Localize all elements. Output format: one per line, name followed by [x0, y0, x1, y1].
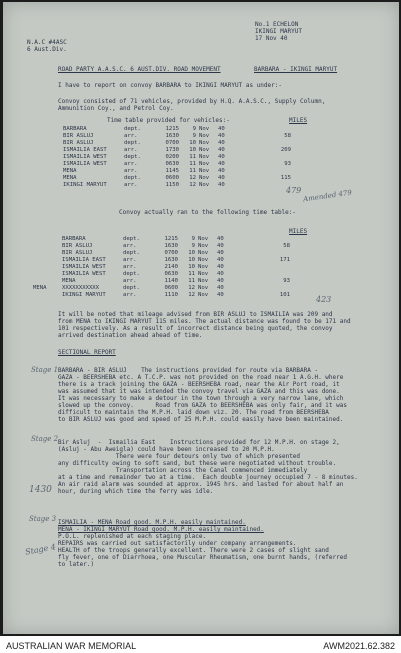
margin-note-stage-3: Stage 3 [29, 515, 57, 523]
row-month: Nov [199, 175, 210, 181]
row-time: 1110 [164, 292, 178, 298]
timetable-row [63, 161, 294, 168]
row-miles: 93 [283, 278, 290, 284]
row-time: 1215 [164, 236, 178, 242]
row-place: MENA [63, 175, 77, 181]
row-place: MENA [62, 278, 76, 284]
row-time: 1145 [165, 168, 179, 174]
barbara-paragraph-line: BARBARA - BIR ASLUJ The instructions provided for route via BARBARA - [58, 367, 319, 374]
row-year: 40 [218, 161, 225, 167]
row-day: 11 [189, 168, 196, 174]
row-place: ISMAILIA WEST [63, 154, 107, 160]
row-miles [270, 236, 293, 243]
row-time: 1630 [164, 257, 178, 263]
handwritten-total-1: 479 [286, 186, 302, 195]
row-miles: 101 [279, 292, 290, 298]
row-place: BIR ASLUJ [62, 250, 93, 256]
row-day: 11 [189, 154, 196, 160]
final-note-line: fly fever, one of Diarrhoea, one Muscular Rheumatism, one burnt hands, (referred [58, 554, 347, 561]
row-day: 10 [188, 257, 195, 263]
timetable-row [33, 271, 293, 278]
handwritten-total-2: 423 [316, 295, 332, 304]
row-prefix [33, 250, 62, 257]
row-miles: 115 [280, 175, 291, 181]
document-page [3, 2, 399, 634]
row-year: 40 [217, 236, 224, 242]
row-prefix [33, 292, 62, 299]
bir-asluj-paragraph-line: at a time and remainder two at a time. Each double journey occupied 7 - 8 minutes. [58, 474, 358, 481]
timetable-2-caption: Convoy actually ran to the following time table:- [119, 209, 297, 216]
barbara-paragraph-line: slowed up the convoy. Road from GAZA to BEERSHEBA was only fair, and it was [58, 402, 347, 409]
row-month: Nov [199, 161, 210, 167]
archive-id: AWM2021.62.382 [323, 641, 395, 651]
timetable-1-caption: Time table provided for vehicles:- [107, 117, 230, 124]
ismailia-mena-line: ISMAILIA - MENA Road good. M.P.H. easily maintained. [58, 519, 246, 526]
row-year: 40 [217, 278, 224, 284]
row-day: 12 [188, 285, 195, 291]
row-place: IKINGI MARYUT [63, 182, 107, 188]
document-title: ROAD PARTY A.A.S.C. 6 AUST.DIV. ROAD MOVEMENT [58, 66, 221, 73]
document-title-route: BARBARA - IKINGI MARYUT [254, 66, 338, 73]
row-miles: 93 [284, 161, 291, 167]
bir-asluj-paragraph-line: An air raid alarm was sounded at approx. 1945 hrs. and lasted for about half an [58, 481, 344, 488]
row-miles [270, 264, 293, 271]
row-miles: 58 [284, 133, 291, 139]
header-date: 17 Nov 40 [255, 35, 288, 42]
final-note-line: HEALTH of the troops generally excellent. There were 2 cases of slight sand [58, 547, 329, 554]
row-year: 40 [218, 182, 225, 188]
row-mode: arr. [123, 243, 137, 249]
timetable-row [33, 285, 293, 292]
row-month: Nov [199, 140, 210, 146]
row-prefix [33, 264, 62, 271]
bir-asluj-paragraph-line: hour, during which time the ferry was idle. [58, 488, 214, 495]
row-month: Nov [199, 133, 210, 139]
timetable-row [33, 278, 293, 285]
row-place: XXXXXXXXXXX [62, 285, 100, 291]
row-mode: arr. [124, 182, 138, 188]
mileage-note-line: arrived destination ahead ahead of time. [58, 332, 203, 339]
margin-note-stage-1: Stage 1 [31, 366, 59, 374]
final-note-line: to later.) [58, 561, 95, 568]
timetable-row [63, 182, 294, 189]
row-day: 12 [189, 182, 196, 188]
barbara-paragraph [58, 367, 347, 423]
row-place: ISMAILIA WEST [62, 271, 106, 277]
row-prefix: MENA [33, 285, 47, 291]
row-mode: dept. [124, 140, 141, 146]
row-month: Nov [198, 264, 209, 270]
timetable-row [63, 140, 294, 147]
mileage-note-line: from MENA to IKINGI MARYUT 115 miles. The actual distance was found to be 171 and [58, 318, 351, 325]
row-mode: dept. [123, 271, 140, 277]
row-year: 40 [217, 271, 224, 277]
row-month: Nov [199, 154, 210, 160]
row-month: Nov [198, 236, 209, 242]
row-place: BARBARA [62, 236, 86, 242]
row-month: Nov [198, 271, 209, 277]
row-mode: dept. [123, 250, 140, 256]
row-year: 40 [217, 292, 224, 298]
row-place: ISMAILIA EAST [62, 257, 106, 263]
row-month: Nov [199, 147, 210, 153]
timetable-row [33, 236, 293, 243]
row-day: 10 [188, 264, 195, 270]
row-year: 40 [217, 257, 224, 263]
row-time: 0630 [164, 271, 178, 277]
mena-ikingi-line: MENA - IKINGI MARYUT Road good. M.P.H. easily maintained. [58, 526, 264, 533]
convoy-text-line-2: Ammunition Coy., and Petrol Coy. [58, 105, 174, 112]
row-mode: arr. [124, 147, 138, 153]
header-reference: N.A.C #4ASC [27, 39, 67, 46]
row-month: Nov [198, 285, 209, 291]
row-month: Nov [198, 292, 209, 298]
row-miles [270, 285, 293, 292]
row-year: 40 [218, 126, 225, 132]
row-month: Nov [199, 168, 210, 174]
row-miles: 171 [279, 257, 290, 263]
row-mode: arr. [123, 257, 137, 263]
row-month: Nov [198, 278, 209, 284]
timetable-row [33, 243, 293, 250]
row-place: BIR ASLUJ [63, 133, 94, 139]
row-place: MENA [63, 168, 77, 174]
row-day: 10 [189, 140, 196, 146]
timetable-row [63, 175, 294, 182]
margin-note-stage-2: Stage 2 [31, 435, 59, 443]
row-year: 40 [218, 175, 225, 181]
row-place: BIR ASLUJ [62, 243, 93, 249]
row-time: 0200 [165, 154, 179, 160]
barbara-paragraph-line: to BIR ASLUJ was good and speed of 25 M.P.H. could easily have been maintained. [58, 416, 344, 423]
timetable-row [33, 257, 293, 264]
barbara-paragraph-line: It was necessary to make a detour in the town through a very narrow lane, which [58, 395, 344, 402]
row-time: 1215 [165, 126, 179, 132]
row-miles: 58 [283, 243, 290, 249]
row-mode: dept. [123, 285, 140, 291]
row-month: Nov [199, 126, 210, 132]
row-mode: arr. [123, 264, 137, 270]
row-prefix [33, 243, 62, 250]
row-miles [271, 140, 294, 147]
row-day: 9 [191, 236, 195, 242]
row-prefix [33, 257, 62, 264]
row-month: Nov [198, 257, 209, 263]
row-place: IKINGI MARYUT [62, 292, 106, 298]
row-time: 0600 [165, 175, 179, 181]
row-miles [271, 154, 294, 161]
header-echelon: No.1 ECHELON [255, 21, 299, 28]
margin-note-stage-4: Stage 4 [24, 542, 57, 557]
row-time: 1630 [165, 133, 179, 139]
bir-asluj-paragraph-line: (Asluj - Abu Aweigla) could have been increased to 20 M.P.H. [58, 446, 275, 453]
row-time: 0600 [164, 285, 178, 291]
timetable-row [63, 168, 294, 175]
row-day: 11 [188, 278, 195, 284]
bir-asluj-paragraph-line: Bir Asluj - Ismailia East Instructions provided for 12 M.P.H. on stage 2, [58, 439, 340, 446]
row-time: 0700 [164, 250, 178, 256]
final-note-line: REPAIRS was carried out satisfactorily under company arrangements. [58, 540, 297, 547]
barbara-paragraph-line: GAZA - BEERSHEBA etc. A T.C.P. was not provided on the road near 1 A.G.H. where [58, 374, 344, 381]
row-day: 9 [192, 133, 196, 139]
mileage-note-line: 101 respectively. As a result of incorrect distance being quoted, the convoy [58, 325, 333, 332]
row-year: 40 [217, 285, 224, 291]
row-mode: dept. [124, 126, 141, 132]
row-year: 40 [217, 243, 224, 249]
row-year: 40 [218, 133, 225, 139]
timetable-row [63, 154, 294, 161]
mileage-note-line: It will be noted that mileage advised from BIR ASLUJ to ISMAILIA was 209 and [58, 311, 333, 318]
bir-asluj-paragraph-line: Transportation across the Canal commenced immediately [58, 467, 308, 474]
intro-text: I have to report on convoy BARBARA to IKINGI MARYUT as under:- [58, 82, 282, 89]
row-time: 1150 [165, 182, 179, 188]
row-prefix [33, 271, 62, 278]
row-place: BIR ASLUJ [63, 140, 94, 146]
timetable-row [33, 264, 293, 271]
row-year: 40 [218, 140, 225, 146]
timetable-row [63, 126, 294, 133]
row-year: 40 [218, 154, 225, 160]
row-place: ISMAILIA WEST [63, 161, 107, 167]
row-place: ISMAILIA EAST [63, 147, 107, 153]
row-mode: arr. [123, 278, 137, 284]
row-mode: dept. [124, 175, 141, 181]
row-year: 40 [218, 168, 225, 174]
row-mode: dept. [123, 236, 140, 242]
archive-footer [0, 640, 401, 653]
row-day: 10 [189, 147, 196, 153]
barbara-paragraph-line: difficult to maintain the M.P.H. laid down viz. 20. The road from BEERSHEBA [58, 409, 329, 416]
sectional-report-heading: SECTIONAL REPORT [58, 349, 116, 356]
timetable-row [33, 250, 293, 257]
row-time: 1140 [164, 278, 178, 284]
actual-timetable [33, 236, 293, 299]
final-notes [58, 533, 347, 568]
timetable-row [33, 292, 293, 299]
row-time: 0700 [165, 140, 179, 146]
row-year: 40 [217, 264, 224, 270]
row-miles: 209 [280, 147, 291, 153]
row-miles [270, 250, 293, 257]
row-day: 12 [188, 292, 195, 298]
row-mode: dept. [124, 154, 141, 160]
row-time: 1630 [164, 243, 178, 249]
handwritten-amendment-note: Amended 479 [302, 188, 353, 204]
convoy-text-line-1: Convoy consisted of 71 vehicles, provided by H.Q. A.A.S.C., Supply Column, [58, 98, 326, 105]
timetable-row [63, 133, 294, 140]
row-miles [271, 126, 294, 133]
row-day: 11 [189, 161, 196, 167]
row-mode: arr. [124, 133, 138, 139]
row-time: 1730 [165, 147, 179, 153]
row-place: BARBARA [63, 126, 87, 132]
timetable-row [63, 147, 294, 154]
row-miles [270, 271, 293, 278]
timetable-2-miles-header: MILES [289, 228, 308, 235]
final-note-line: P.O.L. replenished at each staging place. [58, 533, 207, 540]
bir-asluj-paragraph [58, 439, 358, 495]
row-day: 9 [192, 126, 196, 132]
planned-timetable [63, 126, 294, 189]
row-mode: arr. [124, 168, 138, 174]
row-miles [271, 168, 294, 175]
header-division: 6 Aust.Div. [27, 46, 67, 53]
row-year: 40 [218, 147, 225, 153]
row-day: 12 [189, 175, 196, 181]
row-day: 10 [188, 250, 195, 256]
header-place: IKINGI MARYUT [255, 28, 302, 35]
margin-note-time: 1430 [29, 485, 52, 495]
row-prefix [33, 236, 62, 243]
row-mode: arr. [123, 292, 137, 298]
row-place: ISMAILIA WEST [62, 264, 106, 270]
row-time: 2140 [164, 264, 178, 270]
row-prefix [33, 278, 62, 285]
bir-asluj-paragraph-line: any difficulty owing to soft sand, but these were negotiated without trouble. [58, 460, 337, 467]
row-day: 9 [191, 243, 195, 249]
timetable-1-miles-header: MILES [289, 117, 308, 124]
row-month: Nov [198, 243, 209, 249]
row-mode: arr. [124, 161, 138, 167]
row-day: 11 [188, 271, 195, 277]
barbara-paragraph-line: was assumed that it was intended the convoy travel via GAZA and this was done. [58, 388, 340, 395]
barbara-paragraph-line: there is a track joining the GAZA - BEERSHEBA road, near the Air Port road, it [58, 381, 340, 388]
archive-name: AUSTRALIAN WAR MEMORIAL [6, 641, 137, 651]
mileage-note [58, 311, 351, 339]
bir-asluj-paragraph-line: There were four detours only two of which presented [58, 453, 301, 460]
row-time: 0630 [165, 161, 179, 167]
row-year: 40 [217, 250, 224, 256]
row-month: Nov [199, 182, 210, 188]
row-month: Nov [198, 250, 209, 256]
